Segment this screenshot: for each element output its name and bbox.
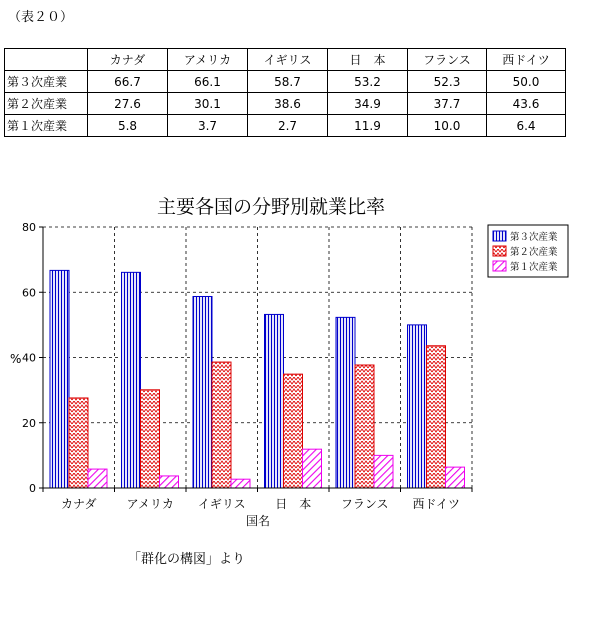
column-header: イギリス [248,49,328,71]
bar [193,296,212,488]
table-cell: 66.1 [168,71,248,93]
bar [141,390,160,488]
x-tick-label: アメリカ [126,497,174,511]
chart-legend [488,225,568,277]
table-row [5,115,566,137]
bar [212,362,231,488]
y-tick-label: 60 [22,286,36,300]
y-tick-label: 80 [22,221,36,234]
column-header: アメリカ [168,49,248,71]
bar [50,270,69,488]
employment-ratio-table [4,48,566,137]
table-cell: 2.7 [248,115,328,137]
table-cell: 27.6 [88,93,168,115]
x-tick-label: 西ドイツ [412,497,460,511]
row-header: 第３次産業 [5,71,88,93]
table-cell: 50.0 [487,71,566,93]
bar [408,325,427,488]
legend-label: 第３次産業 [510,232,558,243]
table-cell: 10.0 [408,115,487,137]
column-header: 日 本 [328,49,408,71]
row-header: 第２次産業 [5,93,88,115]
bar [303,449,322,488]
column-header: 西ドイツ [487,49,566,71]
bar [374,455,393,488]
bar [265,314,284,488]
bar [446,467,465,488]
legend-swatch [493,261,506,271]
chart-title: 主要各国の分野別就業比率 [156,196,386,218]
legend-label: 第１次産業 [510,262,558,273]
table-row [5,71,566,93]
bar [88,469,107,488]
table-row [5,93,566,115]
table-cell: 6.4 [487,115,566,137]
bar [69,398,88,488]
y-axis-label: % [10,352,22,366]
row-header: 第１次産業 [5,115,88,137]
table-cell: 38.6 [248,93,328,115]
table-corner-cell [5,49,88,71]
x-tick-label: イギリス [197,497,246,511]
legend-swatch [493,246,506,256]
bar [284,374,303,488]
table-header-row [5,49,566,71]
table-cell: 53.2 [328,71,408,93]
x-tick-label: カナダ [61,497,97,511]
y-tick-label: 0 [29,482,36,495]
bar [427,346,446,488]
table-cell: 58.7 [248,71,328,93]
document-label: （表２０） [8,10,74,25]
column-header: カナダ [88,49,168,71]
legend-label: 第２次産業 [510,247,558,258]
table-cell: 5.8 [88,115,168,137]
employment-bar-chart [0,185,605,535]
x-tick-label: フランス [340,497,389,511]
legend-swatch [493,231,506,241]
table-cell: 30.1 [168,93,248,115]
table-cell: 11.9 [328,115,408,137]
table-cell: 52.3 [408,71,487,93]
y-tick-label: 40 [22,351,36,365]
column-header: フランス [408,49,487,71]
bar [336,317,355,488]
bar [231,479,250,488]
source-caption: 「群化の構図」より [128,552,246,567]
table-cell: 43.6 [487,93,566,115]
table-cell: 66.7 [88,71,168,93]
bar [160,476,179,488]
bar [122,272,141,488]
bar [355,365,374,488]
table-cell: 34.9 [328,93,408,115]
table-cell: 3.7 [168,115,248,137]
x-axis-label: 国名 [245,514,271,528]
x-tick-label: 日 本 [275,497,312,511]
table-cell: 37.7 [408,93,487,115]
y-tick-label: 20 [22,416,36,430]
